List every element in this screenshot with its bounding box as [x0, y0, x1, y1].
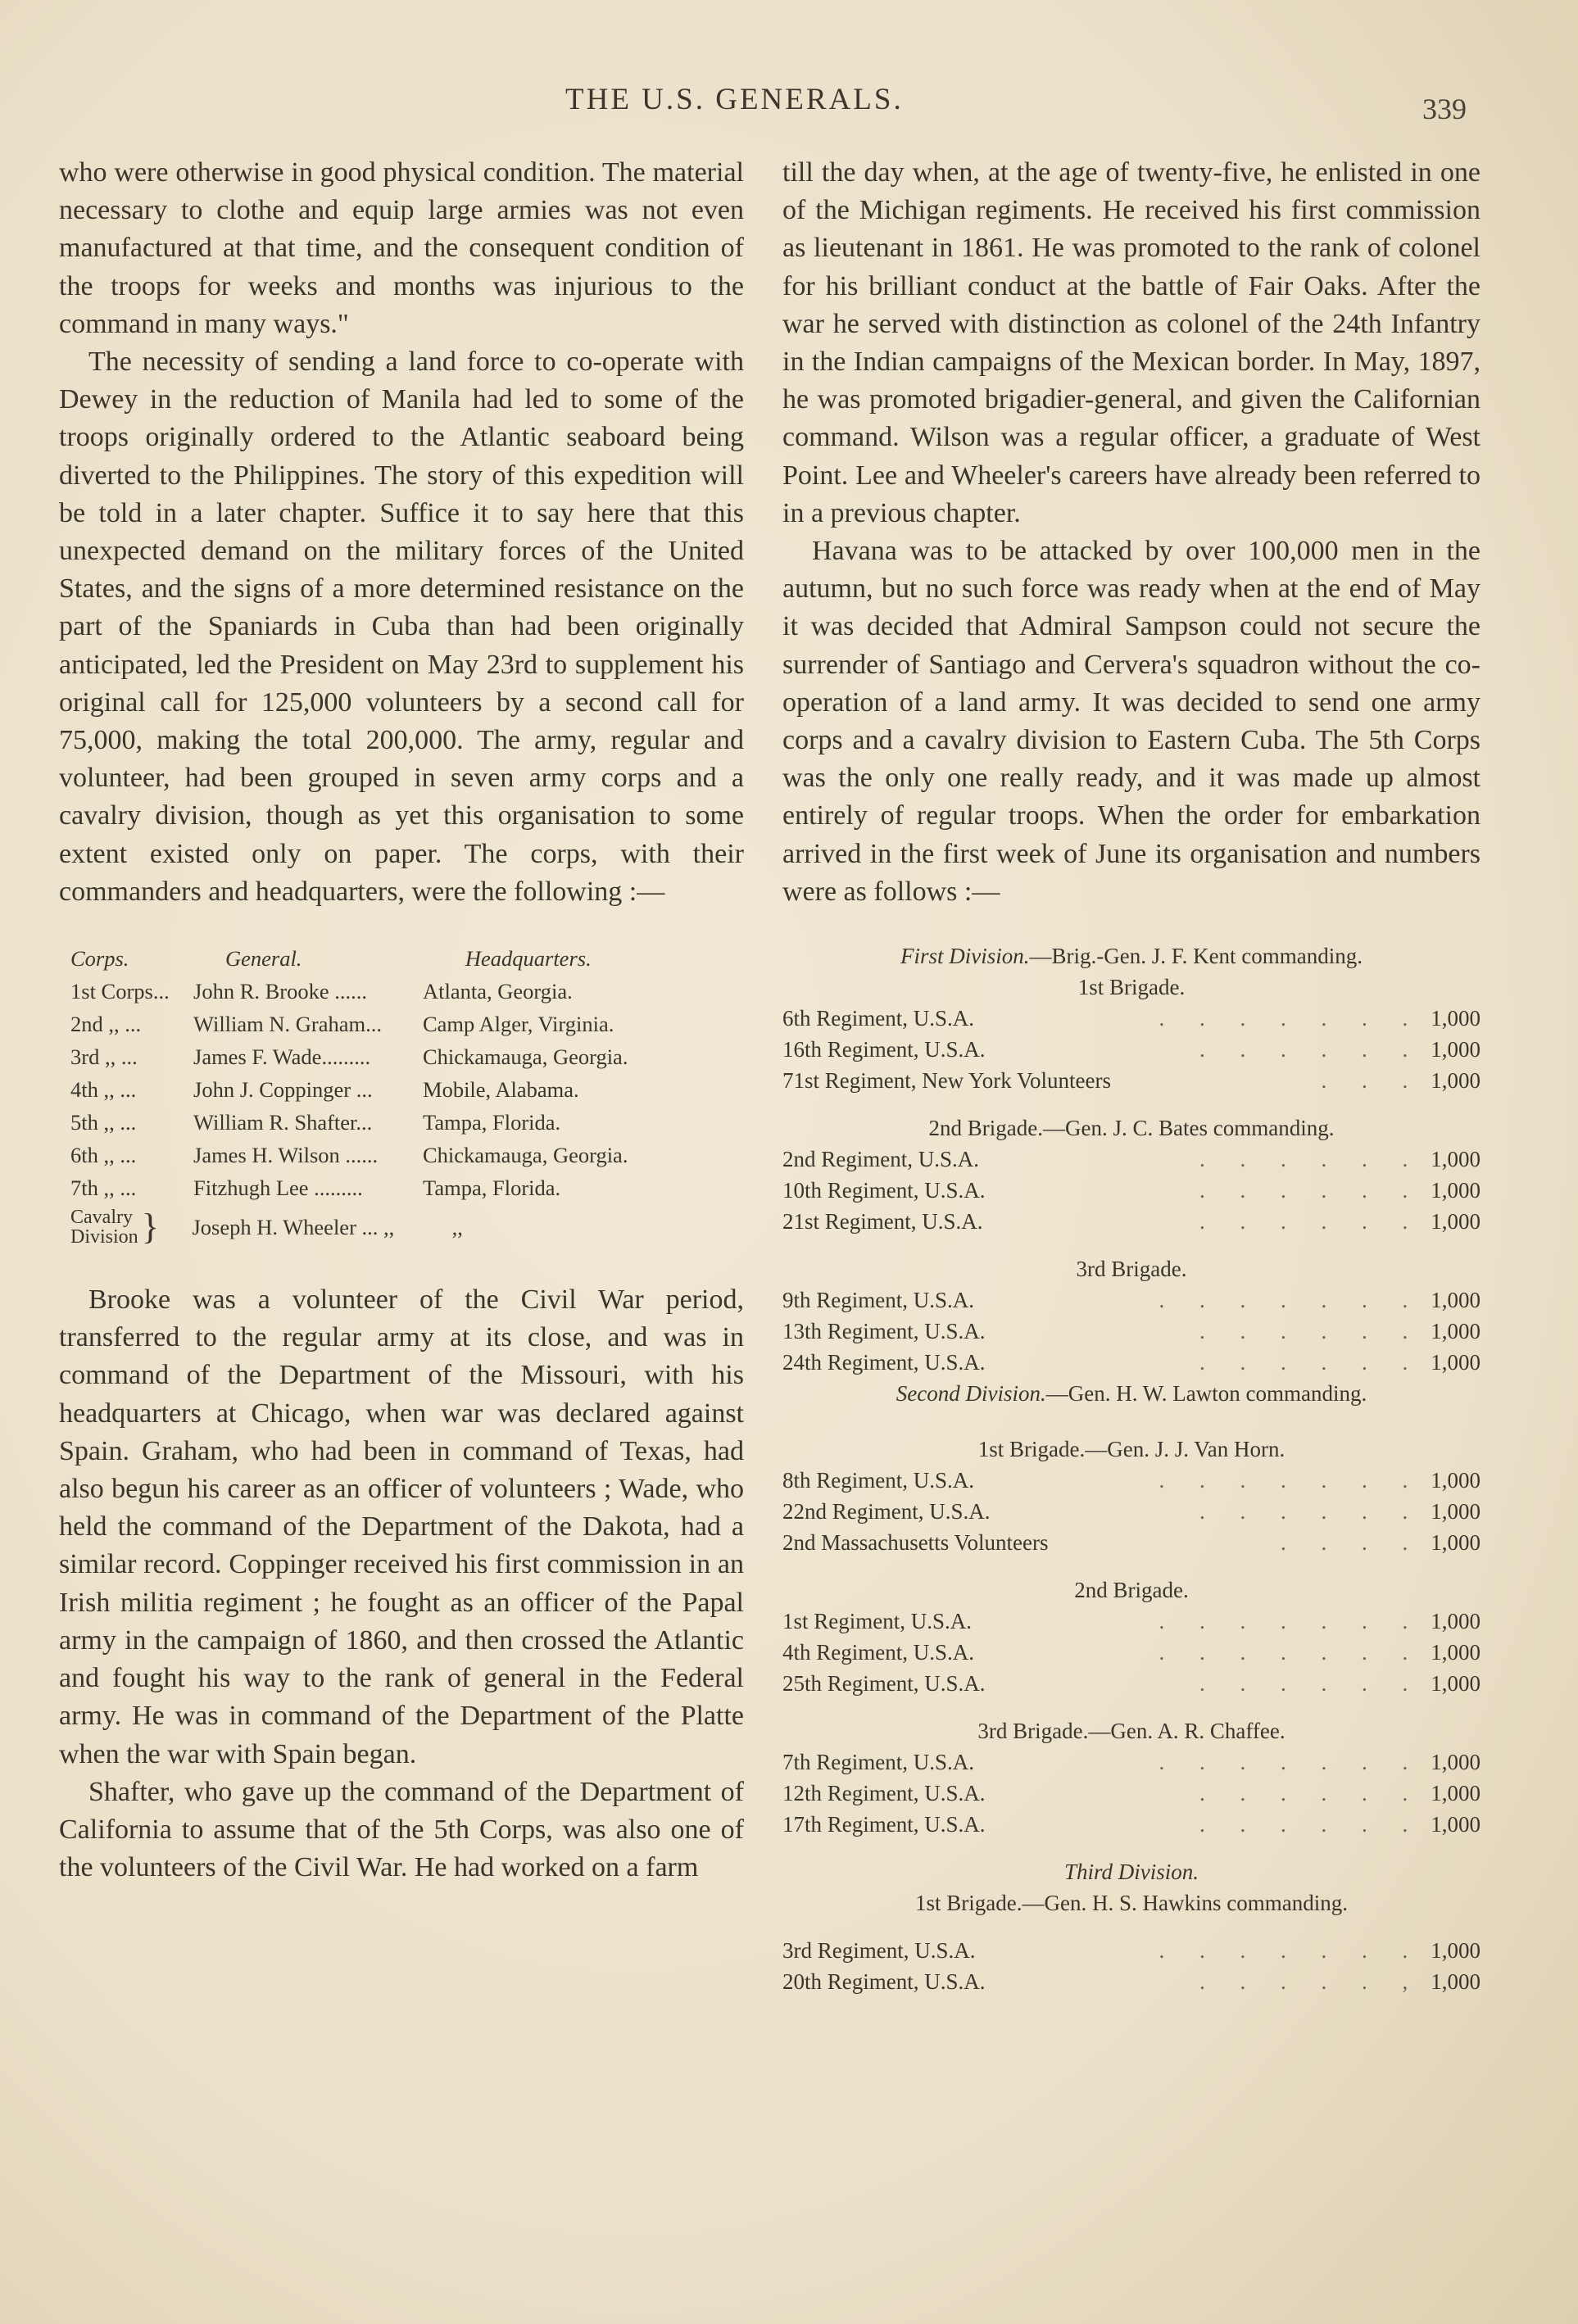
corps-cell	[70, 1207, 192, 1247]
hq-cell: Chickamauga, Georgia.	[423, 1143, 628, 1168]
cavalry-label: Cavalry Division	[70, 1207, 138, 1248]
hq-cell: Tampa, Florida.	[423, 1110, 561, 1135]
general-cell: James F. Wade.........	[193, 1044, 371, 1070]
page-header	[0, 82, 1578, 131]
list-item: 24th Regiment, U.S.A. . . . . . . 1,000	[782, 1347, 1481, 1378]
list-item: 17th Regiment, U.S.A. . . . . . . 1,000	[782, 1809, 1481, 1840]
division-title: Second Division.—Gen. H. W. Lawton commanding.	[896, 1381, 1367, 1407]
dot-leader: . . . . . .	[1199, 1781, 1423, 1806]
header-general: General.	[224, 946, 302, 972]
header-corps: Corps.	[70, 946, 129, 972]
corps-cell: 2nd ,, ...	[70, 1012, 142, 1037]
dot-leader: . . . . . . .	[1159, 1468, 1423, 1493]
table-row	[70, 975, 744, 1008]
hq-cell: Chickamauga, Georgia.	[423, 1044, 628, 1070]
list-item: 12th Regiment, U.S.A. . . . . . . 1,000	[782, 1778, 1481, 1809]
hq-cell: ,,	[451, 1215, 463, 1240]
list-item: 9th Regiment, U.S.A. . . . . . . . 1,000	[782, 1284, 1481, 1316]
list-item: 13th Regiment, U.S.A. . . . . . . 1,000	[782, 1316, 1481, 1347]
dot-leader: . . . . . .	[1199, 1671, 1423, 1697]
list-item: 4th Regiment, U.S.A. . . . . . . . 1,000	[782, 1637, 1481, 1668]
brigade-title: 2nd Brigade.—Gen. J. C. Bates commanding.	[928, 1116, 1335, 1141]
paragraph: who were otherwise in good physical condition. The material necessary to clothe and equip large armies was not even manufactured at that time, and the consequent condition of the troops for weeks and months was injurious to the command in many ways."	[59, 157, 744, 339]
dot-leader: . . . . . .	[1199, 1319, 1423, 1344]
paragraph: till the day when, at the age of twenty-five, he enlisted in one of the Michigan regiments. He received his first commission as lieutenant in 1861. He was promoted to the rank of colonel for his brilliant conduct at the battle of Fair Oaks. After the war he served with distinction as colonel of the 24th Infantry in the Indian campaigns of the Mexican border. In May, 1897, he was promoted brigadier-general, and given the Californian command. Wilson was a regular officer, a graduate of West Point. Lee and Wheeler's careers have already been referred to in a previous chapter.	[782, 157, 1481, 528]
paragraph: Brooke was a volunteer of the Civil War period, transferred to the regular army at its close, and was in command of the Department of the Missouri, with his headquarters at Chicago, when war was declared against Spain. Graham, who had been in command of Texas, had also begun his career as an officer of volunteers ; Wade, who held the command of the Department of the Dakota, had a similar record. Coppinger received his first commission in an Irish militia regiment ; he fought as an officer of the Papal army in the campaign of 1860, and then crossed the Atlantic and fought his way to the rank of general in the Federal army. He was in command of the Department of the Platte when the war with Spain began.	[59, 1284, 744, 1769]
dot-leader: . . .	[1321, 1068, 1423, 1094]
corps-cell: 5th ,, ...	[70, 1110, 137, 1135]
general-cell: James H. Wilson ......	[193, 1143, 379, 1168]
division-title: First Division.—Brig.-Gen. J. F. Kent commanding.	[900, 944, 1363, 969]
corps-table-header	[70, 942, 744, 975]
general-cell: Fitzhugh Lee .........	[193, 1176, 363, 1201]
dot-leader: . . . . . . .	[1159, 1938, 1423, 1964]
corps-cell: 1st Corps...	[70, 979, 170, 1004]
list-item: 21st Regiment, U.S.A. . . . . . . 1,000	[782, 1206, 1481, 1237]
corps-cell: 4th ,, ...	[70, 1077, 137, 1103]
dot-leader: . . . . . . .	[1159, 1750, 1423, 1775]
table-row	[70, 1139, 744, 1171]
header-headquarters: Headquarters.	[465, 946, 592, 972]
right-column	[782, 154, 1481, 1997]
list-item: 7th Regiment, U.S.A. . . . . . . . 1,000	[782, 1746, 1481, 1778]
dot-leader: . . . . . . .	[1159, 1640, 1423, 1665]
dot-leader: . . . . . . .	[1159, 1609, 1423, 1634]
list-item: 10th Regiment, U.S.A. . . . . . . 1,000	[782, 1175, 1481, 1206]
list-item: 3rd Regiment, U.S.A. . . . . . . . 1,000	[782, 1935, 1481, 1966]
dot-leader: . . . . . .	[1199, 1350, 1423, 1375]
table-row	[70, 1106, 744, 1139]
dot-leader: . . . . . . .	[1159, 1006, 1423, 1031]
dot-leader: . . . . . .	[1199, 1209, 1423, 1234]
list-item: 22nd Regiment, U.S.A. . . . . . . 1,000	[782, 1496, 1481, 1527]
list-item: 20th Regiment, U.S.A. . . . . . , 1,000	[782, 1966, 1481, 1997]
table-row	[70, 1040, 744, 1073]
list-item: 16th Regiment, U.S.A. . . . . . . 1,000	[782, 1034, 1481, 1065]
dot-leader: . . . .	[1281, 1530, 1423, 1556]
brigade-title: 2nd Brigade.	[1074, 1578, 1189, 1603]
list-item: 1st Regiment, U.S.A. . . . . . . . 1,000	[782, 1606, 1481, 1637]
dot-leader: . . . . . . .	[1159, 1288, 1423, 1313]
list-item: 2nd Massachusetts Volunteers . . . . 1,000	[782, 1527, 1481, 1558]
paragraph: The necessity of sending a land force to co-operate with Dewey in the reduction of Manila had led to some of the troops originally ordered to the Atlantic seaboard being diverted to the Philippines. The story of this expedition will be told in a later chapter. Suffice it to say here that this unexpected demand on the military forces of the United States, and the signs of a more determined resistance on the part of the Spaniards in Cuba than had been originally anticipated, led the President on May 23rd to supplement his original call for 125,000 volunteers by a second call for 75,000, making the total 200,000. The army, regular and volunteer, had been grouped in seven army corps and a cavalry division, though as yet this organisation to some extent existed only on paper. The corps, with their commanders and headquarters, were the following :—	[59, 347, 744, 907]
brigade-title: 3rd Brigade.	[1076, 1257, 1187, 1282]
corps-table	[70, 942, 744, 1247]
page-number: 339	[1422, 93, 1467, 125]
general-cell: Joseph H. Wheeler ... ,,	[192, 1215, 395, 1240]
dot-leader: . . . . . .	[1199, 1812, 1423, 1837]
hq-cell: Camp Alger, Virginia.	[423, 1012, 614, 1037]
list-item: 8th Regiment, U.S.A. . . . . . . . 1,000	[782, 1465, 1481, 1496]
general-cell: William N. Graham...	[193, 1012, 383, 1037]
general-cell: William R. Shafter...	[193, 1110, 373, 1135]
corps-cell: 6th ,, ...	[70, 1143, 137, 1168]
dot-leader: . . . . . .	[1199, 1037, 1423, 1062]
hq-cell: Tampa, Florida.	[423, 1176, 561, 1201]
table-row-cavalry	[70, 1207, 744, 1247]
general-cell: John R. Brooke ......	[193, 979, 367, 1004]
table-row	[70, 1073, 744, 1106]
corps-cell: 7th ,, ...	[70, 1176, 137, 1201]
hq-cell: Mobile, Alabama.	[423, 1077, 579, 1103]
list-item: 6th Regiment, U.S.A. . . . . . . . 1,000	[782, 1003, 1481, 1034]
list-item: 71st Regiment, New York Volunteers . . . 1,000	[782, 1065, 1481, 1096]
list-item: 2nd Regiment, U.S.A. . . . . . . 1,000	[782, 1144, 1481, 1175]
brigade-title: 1st Brigade.	[1077, 975, 1186, 1000]
table-row	[70, 1008, 744, 1040]
dot-leader: . . . . . ,	[1199, 1969, 1423, 1995]
division-list	[782, 940, 1481, 1997]
paragraph: Shafter, who gave up the command of the Department of California to assume that of the 5th Corps, was also one of the volunteers of the Civil War. He had worked on a farm	[59, 1776, 744, 1883]
general-cell: John J. Coppinger ...	[193, 1077, 373, 1103]
hq-cell: Atlanta, Georgia.	[423, 979, 573, 1004]
list-item: 25th Regiment, U.S.A. . . . . . . 1,000	[782, 1668, 1481, 1699]
left-column	[59, 154, 744, 1887]
running-title: THE U.S. GENERALS.	[565, 83, 904, 116]
brigade-title: 1st Brigade.—Gen. H. S. Hawkins commanding.	[915, 1891, 1348, 1916]
brigade-title: 1st Brigade.—Gen. J. J. Van Horn.	[977, 1437, 1286, 1462]
dot-leader: . . . . . .	[1199, 1499, 1423, 1524]
table-row	[70, 1171, 744, 1204]
corps-cell: 3rd ,, ...	[70, 1044, 138, 1070]
division-title: Third Division.	[1063, 1860, 1199, 1885]
dot-leader: . . . . . .	[1199, 1147, 1423, 1172]
paragraph: Havana was to be attacked by over 100,000 men in the autumn, but no such force was ready when at the end of May it was decided that Admiral Sampson could not secure the surrender of Santiago and Cervera's squadron without the co-operation of a land army. It was decided to send one army corps and a cavalry division to Eastern Cuba. The 5th Corps was the only one really ready, and it was made up almost entirely of regular troops. When the order for embarkation arrived in the first week of June its organisation and numbers were as follows :—	[782, 536, 1481, 907]
brace-glyph: }	[141, 1207, 159, 1248]
dot-leader: . . . . . .	[1199, 1178, 1423, 1203]
brigade-title: 3rd Brigade.—Gen. A. R. Chaffee.	[977, 1719, 1286, 1744]
